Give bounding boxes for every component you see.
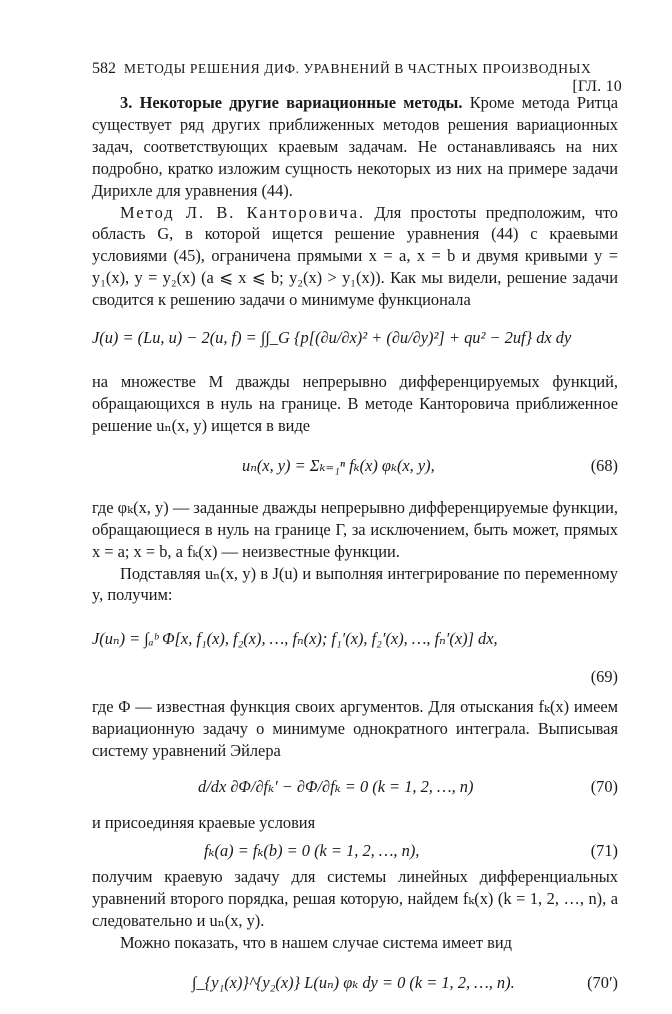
equation-71-number: (71) bbox=[590, 840, 618, 860]
paragraph-boundary: и присоединяя краевые условия bbox=[92, 813, 316, 833]
section-intro: Кроме метода Ритца существует ряд других приближенных методов решения вариационных задач, соответствующих краевым задачам. Не останавливаясь на них подробно, кратко изложим сущность некоторых из них на примере задачи Дирихле для уравнения (44). bbox=[92, 93, 618, 200]
method-text: Для простоты предположим, что область G, в которой ищется решение уравнения (44) с краевыми условиями (45), ограничена прямыми x = a, x = b и двумя кривыми y = y₁(x), y = y₂(x) (a ⩽ x ⩽ b; y₂(x) > y₁(x)). Как мы видели, решение задачи сводится к решению задачи о минимуме функционала bbox=[92, 202, 618, 310]
equation-70 bbox=[92, 762, 618, 812]
functional-formula: J(u) = (Lu, u) − 2(u, f) = ∫∫_G {p[(∂u/∂x)² + (∂u/∂y)²] + qu² − 2uf} dx dy bbox=[92, 328, 572, 348]
paragraph-phi-k: где φₖ(x, y) — заданные дважды непрерывно дифференцируемые функции, обращающиеся в нуль на границе Γ, за исключением, быть может, прямых x = a; x = b, а fₖ(x) — неизвестные функции. bbox=[92, 497, 618, 561]
kantorovich-paragraph bbox=[92, 202, 618, 312]
section-paragraph bbox=[92, 92, 618, 202]
running-title: МЕТОДЫ РЕШЕНИЯ ДИФ. УРАВНЕНИЙ В ЧАСТНЫХ ПРОИЗВОДНЫХ bbox=[123, 61, 592, 76]
paragraph-substituting: Подставляя uₙ(x, y) в J(u) и выполняя интегрирование по переменному y, получим: bbox=[92, 563, 618, 605]
section-number: 3. bbox=[120, 93, 133, 112]
equation-70-prime bbox=[92, 954, 618, 1014]
method-label: Метод Л. В. Канторовича. bbox=[120, 202, 366, 222]
equation-68-number: (68) bbox=[590, 455, 618, 475]
equation-71 bbox=[92, 834, 618, 866]
functional-equation bbox=[92, 311, 618, 371]
equation-69-formula: J(uₙ) = ∫ₐᵇ Φ[x, f₁(x), f₂(x), …, fₙ(x); f₁′(x), f₂′(x), …, fₙ′(x)] dx, bbox=[92, 629, 498, 649]
page-number: 582 bbox=[92, 60, 116, 77]
equation-70-number: (70) bbox=[590, 777, 618, 797]
equation-71-formula: fₖ(a) = fₖ(b) = 0 (k = 1, 2, …, n), bbox=[204, 840, 420, 860]
running-header bbox=[92, 60, 622, 96]
paragraph-can-show: Можно показать, что в нашем случае система имеет вид bbox=[120, 932, 512, 952]
equation-69-number: (69) bbox=[590, 667, 618, 687]
equation-68-formula: uₙ(x, y) = Σₖ₌₁ⁿ fₖ(x) φₖ(x, y), bbox=[242, 455, 435, 475]
equation-69 bbox=[92, 606, 618, 696]
paragraph-boundary-problem: получим краевую задачу для системы линейных дифференциальных уравнений второго порядка, решая которую, найдем fₖ(x) (k = 1, 2, …, n), а следовательно и uₙ(x, y). bbox=[92, 866, 618, 930]
equation-70-prime-number: (70′) bbox=[587, 972, 618, 992]
equation-68 bbox=[92, 437, 618, 497]
chapter-label: [ГЛ. 10 bbox=[572, 78, 622, 95]
section-title: Некоторые другие вариационные методы. bbox=[139, 93, 463, 112]
paragraph-phi-known: где Φ — известная функция своих аргументов. Для отыскания fₖ(x) имеем вариационную задачу о минимуме однократного интеграла. Выписывая систему уравнений Эйлера bbox=[92, 697, 618, 761]
page-body bbox=[92, 92, 618, 1014]
equation-70-formula: d/dx ∂Φ/∂fₖ′ − ∂Φ/∂fₖ = 0 (k = 1, 2, …, n) bbox=[198, 777, 474, 797]
equation-70-prime-formula: ∫_{y₁(x)}^{y₂(x)} L(uₙ) φₖ dy = 0 (k = 1, 2, …, n). bbox=[192, 972, 515, 992]
paragraph-set-m: на множестве M дважды непрерывно дифференцируемых функций, обращающихся в нуль на границе. В методе Канторовича приближенное решение uₙ(x, y) ищется в виде bbox=[92, 372, 618, 435]
